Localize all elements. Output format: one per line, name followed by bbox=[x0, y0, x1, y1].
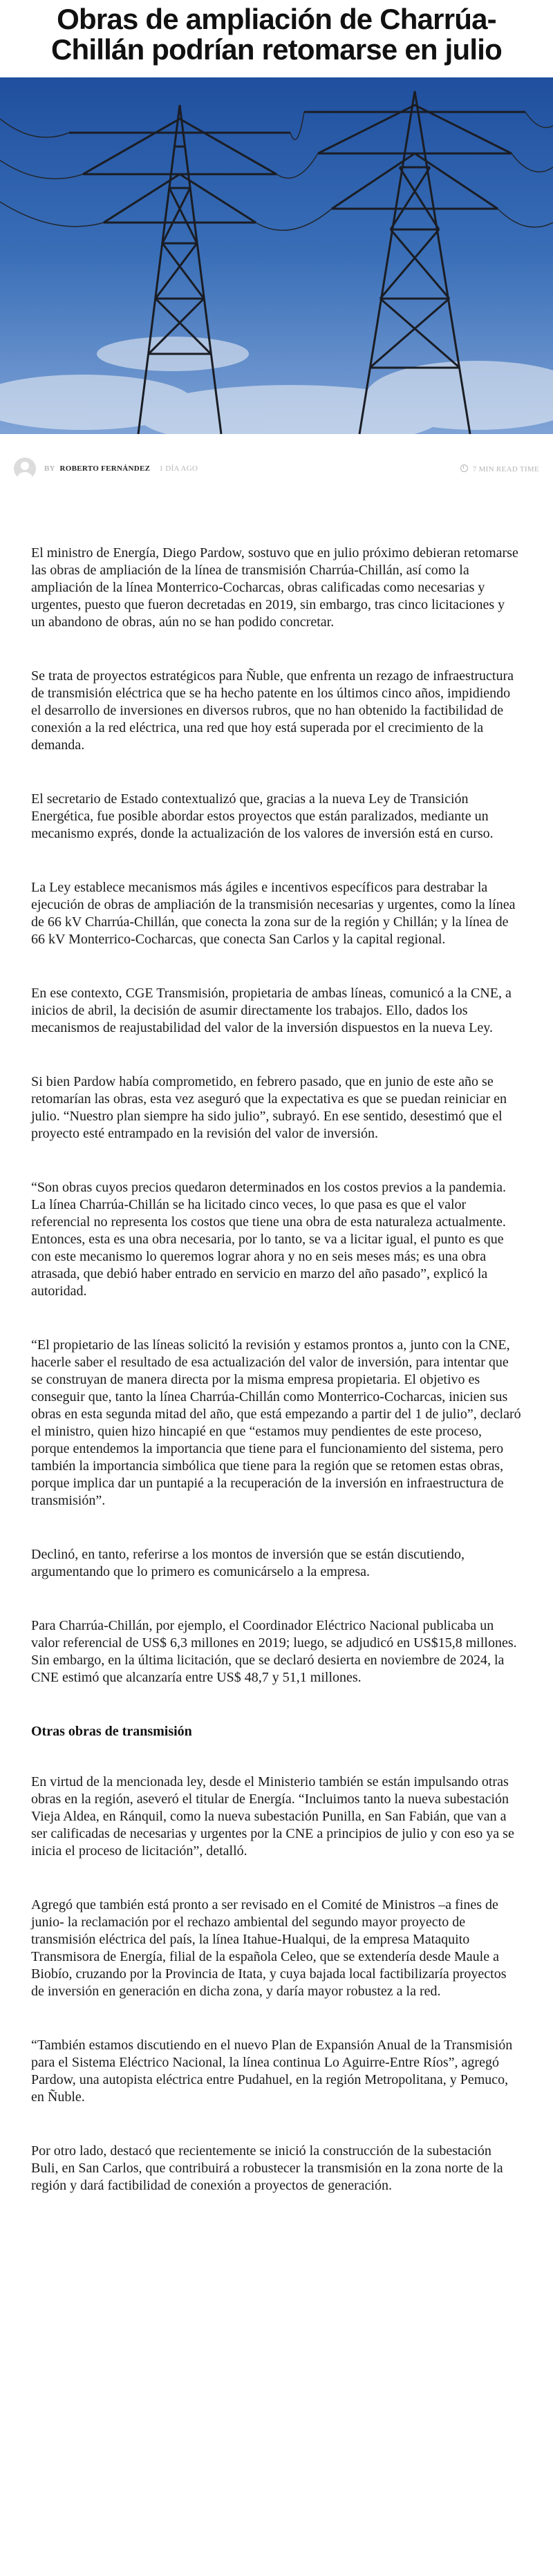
paragraph: El secretario de Estado contextualizó que, gracias a la nueva Ley de Transición Energética, fue posible abordar estos proyectos que están paralizados, mediante un mecanismo exprés, donde la actualización de los valores de inversión está en curso. bbox=[31, 791, 494, 841]
paragraph: “El propietario de las líneas solicitó la revisión y estamos prontos a, junto con la CNE, hacerle saber el resultado de esa actualización del valor de inversión, para intentar que se construyan de manera directa por la misma empresa propietaria. El objetivo es conseguir que, tanto la línea Charrúa-Chillán como Monterrico-Cocharcas, inicien sus obras en esta segunda mitad del año, que está empezando a partir del 1 de julio”, declaró el ministro, quien hizo hincapié en que “estamos muy pendientes de este proceso, porque entendemos la importancia que tiene para el funcionamiento del sistema, pero también la importancia simbólica que tiene para la región que se retomen estas obras, porque implica dar un puntapié a la recuperación de la inversión en infraestructura de transmisión”. bbox=[31, 1337, 521, 1508]
paragraph: Declinó, en tanto, referirse a los montos de inversión que se están discutiendo, argumentando que lo primero es comunicárselo a la empresa. bbox=[31, 1547, 465, 1579]
paragraph: En ese contexto, CGE Transmisión, propietaria de ambas líneas, comunicó a la CNE, a inicios de abril, la decisión de asumir directamente los trabajos. Ello, dados los mecanismos de reajustabilidad del valor de la inversión dispuestos en la nueva Ley. bbox=[31, 986, 512, 1035]
paragraph: Si bien Pardow había comprometido, en febrero pasado, que en junio de este año se retomarían las obras, esta vez aseguró que la expectativa es que se puedan reiniciar en julio. “Nuestro plan siempre ha sido julio”, subrayó. En ese sentido, desestimó que el proyecto esté entrampado en la revisión del valor de inversión. bbox=[31, 1074, 507, 1141]
publish-date: 1 DÍA AGO bbox=[159, 464, 198, 473]
article-title: Obras de ampliación de Charrúa-Chillán podrían retomarse en julio bbox=[51, 3, 502, 66]
paragraph: Para Charrúa-Chillán, por ejemplo, el Coordinador Eléctrico Nacional publicaba un valor referencial de US$ 6,3 millones en 2019; luego, se adjudicó en US$15,8 millones. Sin embargo, en la última licitación, que se declaró desierta en noviembre de 2024, la CNE estimó que alcanzaría entre US$ 48,7 y 51,1 millones. bbox=[31, 1618, 517, 1685]
clock-icon bbox=[460, 464, 468, 472]
read-time: 7 MIN READ TIME bbox=[472, 465, 539, 473]
byline-prefix: BY bbox=[44, 464, 55, 473]
article-byline bbox=[0, 434, 553, 506]
paragraph: Se trata de proyectos estratégicos para Ñuble, que enfrenta un rezago de infraestructura de transmisión eléctrica que se ha hecho patente en los últimos cinco años, impidiendo el desarrollo de inversiones en diversos rubros, que no han obtenido la factibilidad de conexión a la red eléctrica, una red que hoy está superada por el crecimiento de la demanda. bbox=[31, 668, 514, 753]
paragraph: “También estamos discutiendo en el nuevo Plan de Expansión Anual de la Transmisión para el Sistema Eléctrico Nacional, la línea continua Lo Aguirre-Entre Ríos”, agregó Pardow, una autopista eléctrica entre Pudahuel, en la región Metropolitana, y Pemuco, en Ñuble. bbox=[31, 2038, 513, 2105]
user-avatar-icon[interactable] bbox=[14, 458, 36, 480]
paragraph: Agregó que también está pronto a ser revisado en el Comité de Ministros –a fines de junio- la reclamación por el rechazo ambiental del segundo mayor proyecto de transmisión eléctrica del país, la línea Itahue-Hualqui, de la empresa Mataquito Transmisora de Energía, filial de la española Celeo, que se extendería desde Maule a Biobío, cruzando por la Provincia de Itata, y cuya bajada local factibilizaría proyectos de inversión en generación en dicha zona, y daría mayor robustez a la red. bbox=[31, 1897, 507, 1999]
hero-image bbox=[0, 77, 553, 434]
paragraph: En virtud de la mencionada ley, desde el Ministerio también se están impulsando otras obras en la región, aseveró el titular de Energía. “Incluimos tanto la nueva subestación Vieja Aldea, en Ránquil, como la nueva subestación Punilla, en San Fabián, que van a ser calificadas de necesarias y urgentes por la CNE a principios de julio y con eso ya se inicia el proceso de licitación”, detalló. bbox=[31, 1774, 514, 1859]
paragraph: “Son obras cuyos precios quedaron determinados en los costos previos a la pandemia. La línea Charrúa-Chillán se ha licitado cinco veces, lo que pasa es que el valor referencial no representa los costos que tiene una obra de esta naturaleza actualmente. Entonces, esta es una obra necesaria, por lo tanto, se va a licitar igual, el punto es que con este mecanismo lo queremos lograr ahora y no en seis meses más; es una obra atrasada, que debió haber entrado en servicio en marzo del año pasado”, explicó la autoridad. bbox=[31, 1180, 507, 1299]
section-subheading: Otras obras de transmisión bbox=[31, 1724, 192, 1739]
article-body bbox=[0, 506, 553, 2194]
paragraph: El ministro de Energía, Diego Pardow, sostuvo que en julio próximo debieran retomarse las obras de ampliación de la línea de transmisión Charrúa-Chillán, así como la ampliación de la línea Monterrico-Cocharcas, obras calificadas como necesarias y urgentes, puesto que fueron decretadas en 2019, sin embargo, tras cinco licitaciones y un abandono de obras, aún no se han podido concretar. bbox=[31, 545, 518, 630]
author-link[interactable]: ROBERTO FERNÁNDEZ bbox=[59, 464, 151, 473]
paragraph: Por otro lado, destacó que recientemente se inició la construcción de la subestación Buli, en San Carlos, que contribuirá a robustecer la transmisión en la zona norte de la región y dará factibilidad de conexión a proyectos de generación. bbox=[31, 2143, 503, 2193]
transmission-towers-illustration bbox=[0, 77, 553, 434]
paragraph: La Ley establece mecanismos más ágiles e incentivos específicos para destrabar la ejecución de obras de ampliación de la transmisión necesarias y urgentes, como la línea de 66 kV Charrúa-Chillán, que conecta la zona sur de la región y Chillán; y la línea de 66 kV Monterrico-Cocharcas, que conecta San Carlos y la capital regional. bbox=[31, 880, 516, 947]
